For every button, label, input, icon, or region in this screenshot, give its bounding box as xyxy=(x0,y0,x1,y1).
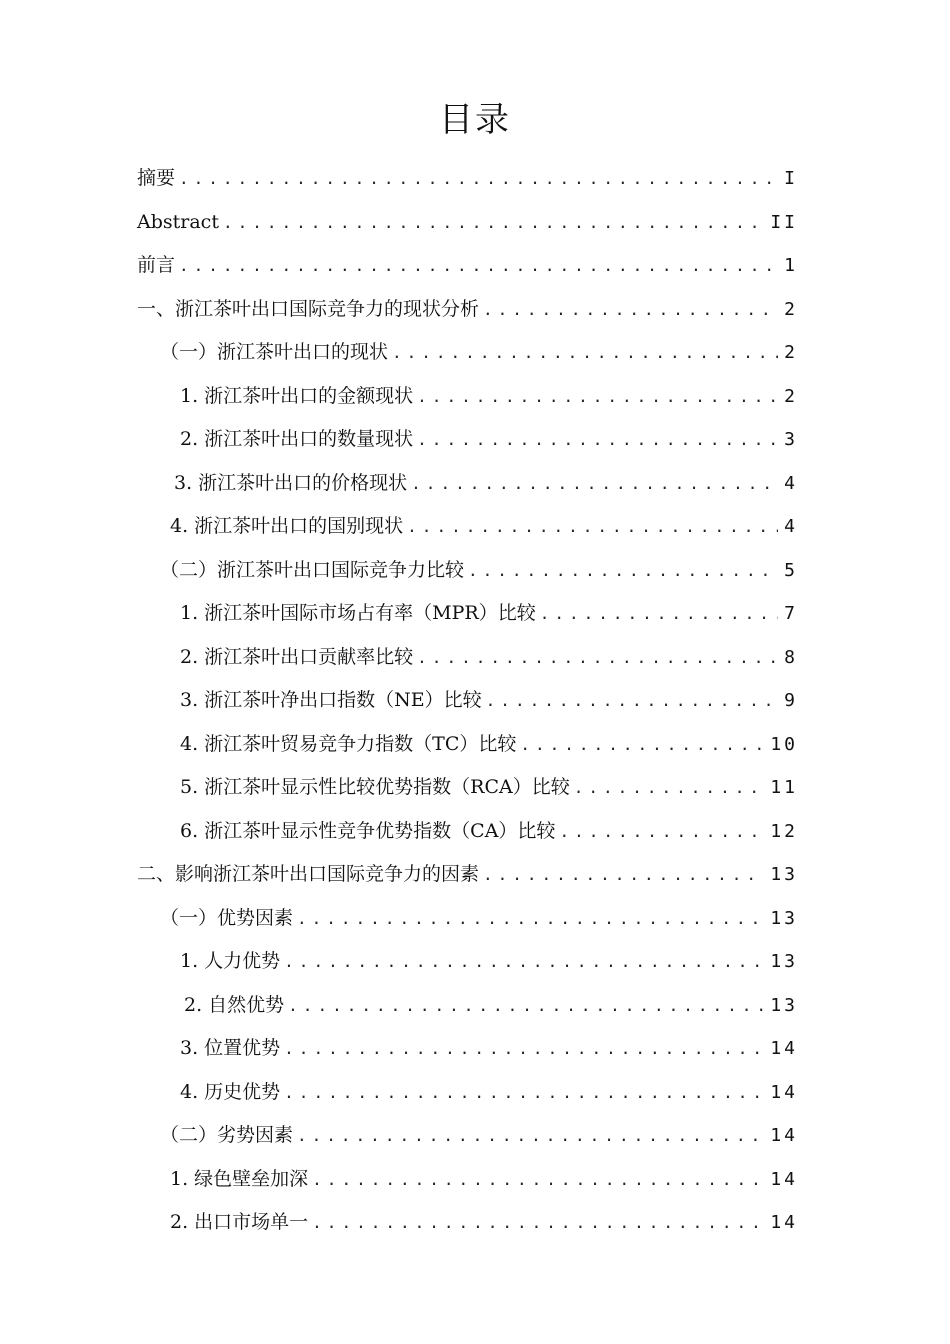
toc-entry[interactable] xyxy=(0,853,950,897)
toc-entry-label: 二、影响浙江茶叶出口国际竞争力的因素 xyxy=(137,863,480,885)
toc-entry[interactable] xyxy=(0,723,950,767)
dot-leader xyxy=(392,331,778,375)
toc-page-number: 3 xyxy=(784,429,798,450)
toc-entry-label: 一、浙江茶叶出口国际竞争力的现状分析 xyxy=(137,297,480,320)
dot-leader xyxy=(417,375,778,419)
toc-entry-label: （一）浙江茶叶出口的现状 xyxy=(160,341,389,363)
toc-entry-label: 1. 浙江茶叶出口的金额现状 xyxy=(180,384,414,407)
toc-page-number: 12 xyxy=(770,820,798,842)
toc-page-number: 14 xyxy=(770,1038,798,1059)
toc-entry[interactable] xyxy=(0,636,950,680)
toc-entry[interactable] xyxy=(0,679,950,723)
toc-entry-label: 前言 xyxy=(137,254,176,276)
toc-entry-label: 4. 浙江茶叶贸易竞争力指数（TC）比较 xyxy=(180,732,517,755)
toc-entry[interactable] xyxy=(0,1158,950,1202)
toc-page-number: 14 xyxy=(770,1081,798,1103)
toc-page-number: 9 xyxy=(784,690,798,711)
toc-page-number: 7 xyxy=(784,603,798,624)
dot-leader xyxy=(483,853,764,897)
toc-entry-label: 4. 浙江茶叶出口的国别现状 xyxy=(170,515,404,537)
toc-page-number: 13 xyxy=(770,907,798,929)
toc-entry[interactable] xyxy=(0,1027,950,1071)
dot-leader xyxy=(312,1158,764,1202)
toc-entry-label: （二）浙江茶叶出口国际竞争力比较 xyxy=(160,558,465,581)
toc-entry[interactable] xyxy=(0,1071,950,1115)
dot-leader xyxy=(483,288,778,332)
toc-entry-label: 3. 浙江茶叶出口的价格现状 xyxy=(174,471,408,494)
dot-leader xyxy=(297,1114,764,1158)
toc-entry-label: 3. 位置优势 xyxy=(180,1037,281,1059)
toc-entry[interactable] xyxy=(0,897,950,941)
toc-page-number: 4 xyxy=(784,516,798,537)
dot-leader xyxy=(312,1201,764,1245)
toc-page-number: 2 xyxy=(784,342,798,363)
toc-entry[interactable] xyxy=(0,1114,950,1158)
toc-entry-label: 3. 浙江茶叶净出口指数（NE）比较 xyxy=(180,689,482,711)
dot-leader xyxy=(559,810,764,854)
toc-page-number: 14 xyxy=(770,1125,798,1146)
toc-page-number: 1 xyxy=(784,255,798,276)
toc-entry-label: 2. 浙江茶叶出口的数量现状 xyxy=(180,428,414,450)
toc-page-number: 2 xyxy=(784,385,798,407)
toc-entry-label: 摘要 xyxy=(137,167,176,189)
toc-entry[interactable] xyxy=(0,157,950,201)
toc-page-number: 8 xyxy=(784,646,798,668)
toc-entry[interactable] xyxy=(0,462,950,506)
toc-entry-label: Abstract xyxy=(137,210,219,233)
toc-entry[interactable] xyxy=(0,331,950,375)
toc-entry[interactable] xyxy=(0,201,950,245)
toc-list xyxy=(0,157,950,1245)
toc-page-number: 13 xyxy=(770,951,798,972)
toc-page-number: 14 xyxy=(770,1168,798,1190)
toc-page-number: 13 xyxy=(770,994,798,1016)
toc-entry[interactable] xyxy=(0,288,950,332)
toc-entry-label: 1. 浙江茶叶国际市场占有率（MPR）比较 xyxy=(180,602,536,624)
toc-entry[interactable] xyxy=(0,244,950,288)
dot-leader xyxy=(179,244,778,288)
toc-entry[interactable] xyxy=(0,505,950,549)
toc-entry[interactable] xyxy=(0,810,950,854)
dot-leader xyxy=(284,1027,764,1071)
toc-page-number: 2 xyxy=(784,298,798,320)
dot-leader xyxy=(284,1071,764,1115)
dot-leader xyxy=(284,940,764,984)
toc-entry-label: 2. 浙江茶叶出口贡献率比较 xyxy=(180,645,414,668)
dot-leader xyxy=(223,201,764,245)
toc-page-number: 10 xyxy=(770,733,798,755)
toc-entry-label: 1. 人力优势 xyxy=(180,950,281,972)
dot-leader xyxy=(407,505,778,549)
toc-entry-label: 2. 自然优势 xyxy=(184,993,285,1016)
dot-leader xyxy=(520,723,764,767)
toc-entry[interactable] xyxy=(0,418,950,462)
toc-entry-label: 4. 历史优势 xyxy=(180,1080,281,1103)
toc-page-number: I xyxy=(784,168,798,189)
toc-entry[interactable] xyxy=(0,592,950,636)
toc-entry[interactable] xyxy=(0,984,950,1028)
dot-leader xyxy=(574,766,765,810)
toc-entry-label: 1. 绿色壁垒加深 xyxy=(170,1167,309,1190)
page-title: 目录 xyxy=(439,100,511,140)
dot-leader xyxy=(411,462,778,506)
dot-leader xyxy=(486,679,778,723)
toc-page-number: 11 xyxy=(770,777,798,798)
dot-leader xyxy=(297,897,764,941)
toc-entry-label: 6. 浙江茶叶显示性竞争优势指数（CA）比较 xyxy=(180,819,556,842)
dot-leader xyxy=(288,984,764,1028)
dot-leader xyxy=(468,549,778,593)
toc-entry[interactable] xyxy=(0,1201,950,1245)
dot-leader xyxy=(417,636,778,680)
dot-leader xyxy=(179,157,778,201)
toc-entry-label: 2. 出口市场单一 xyxy=(170,1211,309,1233)
toc-entry[interactable] xyxy=(0,375,950,419)
toc-entry[interactable] xyxy=(0,940,950,984)
toc-page-number: 5 xyxy=(784,559,798,581)
toc-page-number: 13 xyxy=(770,864,798,885)
dot-leader xyxy=(417,418,778,462)
dot-leader xyxy=(540,592,778,636)
toc-entry-label: （二）劣势因素 xyxy=(160,1124,294,1146)
toc-entry-label: 5. 浙江茶叶显示性比较优势指数（RCA）比较 xyxy=(180,776,570,798)
toc-entry[interactable] xyxy=(0,766,950,810)
toc-page-number: 4 xyxy=(784,472,798,494)
toc-entry[interactable] xyxy=(0,549,950,593)
toc-page-number: II xyxy=(770,211,798,233)
toc-page-number: 14 xyxy=(770,1212,798,1233)
toc-entry-label: （一）优势因素 xyxy=(160,906,294,929)
